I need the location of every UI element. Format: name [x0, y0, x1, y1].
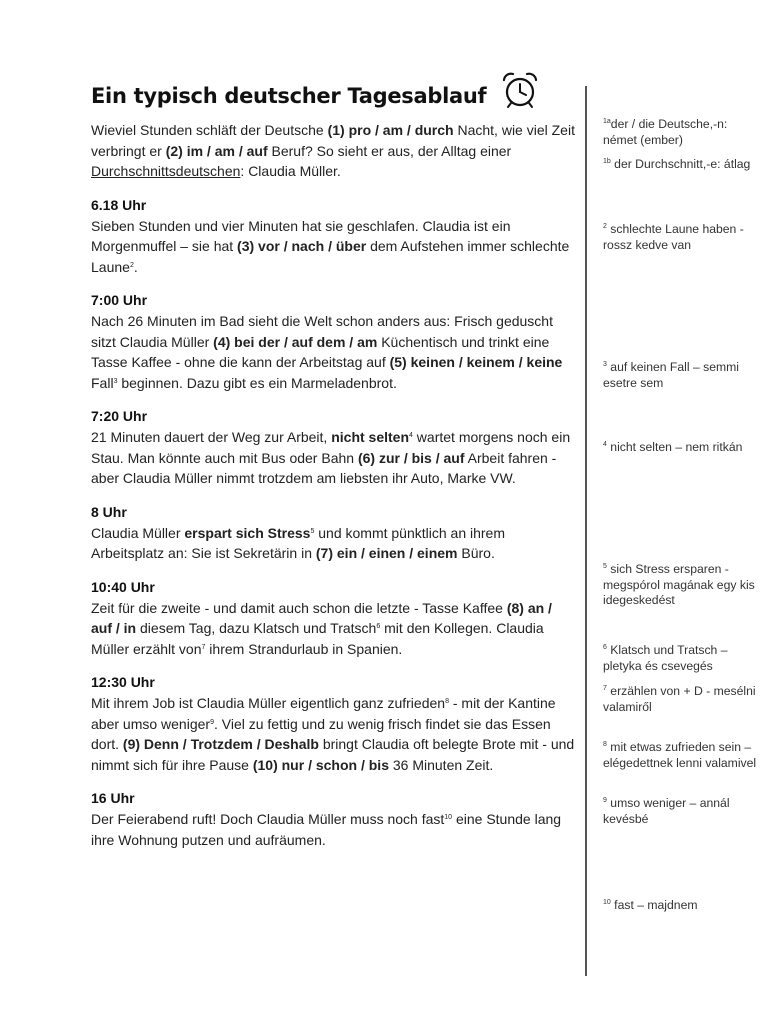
text: ihrem Strandurlaub in Spanien.: [205, 640, 403, 657]
text: Nach 26 Minuten im Bad sieht die Welt schon anders aus: Frisch geduscht sitzt Claudia Müller: [91, 313, 553, 350]
note-text: nicht selten – nem ritkán: [606, 440, 743, 454]
footnote-ref: 2: [129, 261, 134, 269]
text: Der Feierabend ruft! Doch Claudia Müller muss noch fast: [91, 811, 445, 827]
exercise-option: (3) vor / nach / über: [237, 238, 367, 254]
note-number: 4: [603, 441, 607, 448]
section-1600: [91, 787, 576, 850]
note-number: 10: [603, 899, 611, 906]
note-number: 8: [603, 741, 607, 748]
text: eine Stunde lang ihre Wohnung putzen und aufräumen.: [91, 811, 562, 848]
intro-paragraph: [91, 120, 576, 182]
text: Fall: [91, 374, 114, 391]
section-0800: [91, 501, 576, 564]
note-number: 9: [603, 797, 607, 804]
footnote-ref: 8: [445, 698, 449, 705]
note-number: 1b: [603, 158, 611, 165]
vertical-divider: [585, 86, 587, 976]
text: Mit ihrem Job ist Claudia Müller eigentlich ganz zufrieden: [91, 695, 446, 711]
exercise-option: (4) bei der / auf dem / am: [213, 333, 378, 350]
note-text: mit etwas zufrieden sein – elégedettnek lenni valamivel: [603, 740, 757, 770]
text: Nacht, wie viel Zeit verbringt er: [91, 122, 575, 159]
time-heading: 10:40 Uhr: [91, 578, 155, 595]
exercise-option: (9) Denn / Trotzdem / Deshalb: [122, 736, 319, 752]
text: mit den Kollegen. Claudia Müller erzählt von: [91, 620, 544, 657]
section-1040: [91, 576, 576, 660]
text: diesem Tag, dazu Klatsch und Tratsch: [136, 620, 377, 636]
note-number: 1a: [603, 118, 611, 125]
note-number: 2: [603, 223, 607, 230]
alarm-clock-icon: [500, 70, 540, 110]
underlined-word: Durchschnittsdeutschen: [91, 163, 241, 179]
exercise-option: (10) nur / schon / bis: [252, 756, 389, 773]
glossary-note-1a: [603, 117, 763, 148]
text: und kommt pünktlich an ihrem Arbeitsplatz an: Sie ist Sekretärin in: [91, 524, 505, 561]
note-text: sich Stress ersparen - megspórol magának egy kis idegeskedést: [603, 562, 755, 607]
text: beginnen. Dazu gibt es ein Marmeladenbrot.: [117, 374, 397, 391]
note-text: auf keinen Fall – semmi esetre sem: [603, 360, 739, 390]
footnote-ref: 10: [444, 814, 453, 821]
exercise-option: (1) pro / am / durch: [327, 122, 454, 138]
time-heading: 7:20 Uhr: [91, 408, 148, 424]
footnote-ref: 5: [310, 527, 315, 535]
glossary-note-6: [603, 643, 763, 674]
note-number: 6: [603, 644, 607, 651]
glossary-note-10: [603, 898, 763, 914]
text: Küchentisch und trinkt eine Tasse Kaffee - ohne die kann der Arbeitstag auf: [91, 333, 550, 370]
time-heading: 6.18 Uhr: [91, 196, 147, 213]
note-text: der / die Deutsche,-n: német (ember): [603, 117, 728, 147]
page-title: Ein typisch deutscher Tagesablauf: [91, 84, 487, 108]
note-text: fast – majdnem: [610, 898, 698, 912]
exercise-option: (7) ein / einen / einem: [315, 545, 458, 561]
section-0618: [91, 194, 576, 278]
text: Claudia Müller: [91, 524, 185, 541]
footnote-ref: 9: [210, 718, 214, 726]
text: Sieben Stunden und vier Minuten hat sie geschlafen. Claudia ist ein Morgenmuffel – sie hat: [91, 217, 511, 254]
note-text: umso weniger – annál kevésbé: [603, 796, 730, 826]
text: Arbeit fahren - aber Claudia Müller nimmt trotzdem am liebsten ihr Auto, Marke VW.: [91, 449, 557, 486]
glossary-note-4: [603, 440, 763, 456]
section-paragraph: [91, 693, 576, 775]
note-number: 3: [603, 361, 607, 368]
note-text: Klatsch und Tratsch – pletyka és csevegés: [603, 643, 728, 673]
text: Beruf? So sieht er aus, der Alltag einer: [267, 142, 512, 159]
note-text: der Durchschnitt,-e: átlag: [610, 157, 751, 171]
section-paragraph: [91, 523, 576, 564]
glossary-note-5: [603, 562, 763, 609]
section-0700: [91, 289, 576, 393]
text: . Viel zu fettig und zu wenig frisch findet sie das Essen dort.: [91, 715, 551, 752]
section-paragraph: [91, 216, 576, 278]
exercise-option: (5) keinen / keinem / keine: [389, 354, 563, 370]
glossary-note-1b: [603, 157, 763, 173]
section-0720: [91, 405, 576, 489]
text: dem Aufstehen immer schlechte Laune: [91, 238, 570, 275]
footnote-ref: 6: [376, 623, 381, 630]
footnote-ref: 4: [409, 432, 413, 439]
section-paragraph: [91, 598, 576, 660]
text: 21 Minuten dauert der Weg zur Arbeit,: [91, 429, 332, 445]
time-heading: 12:30 Uhr: [91, 674, 155, 690]
text: Zeit für die zweite - und damit auch schon die letzte - Tasse Kaffee: [91, 599, 507, 616]
text: .: [133, 258, 138, 275]
text: 36 Minuten Zeit.: [388, 756, 494, 773]
note-number: 7: [603, 685, 607, 692]
time-heading: 8 Uhr: [91, 503, 127, 520]
section-1230: [91, 671, 576, 775]
text: bringt Claudia oft belegte Brote mit - und nimmt sich für ihre Pause: [91, 736, 575, 773]
text: : Claudia Müller.: [240, 163, 341, 179]
footnote-ref: 3: [113, 377, 118, 385]
glossary-note-2: [603, 222, 763, 253]
text: Büro.: [457, 545, 495, 561]
section-paragraph: [91, 809, 576, 850]
glossary-note-9: [603, 796, 763, 827]
text: wartet morgens noch ein Stau. Man könnte auch mit Bus oder Bahn: [91, 429, 571, 466]
exercise-option: (8) an / auf / in: [91, 599, 552, 636]
text: - mit der Kantine aber umso weniger: [91, 695, 556, 732]
text: Wieviel Stunden schläft der Deutsche: [91, 122, 328, 138]
glossary-note-3: [603, 360, 763, 391]
main-text: [91, 120, 576, 850]
bold-phrase: nicht selten: [331, 429, 410, 445]
footnote-ref: 7: [201, 643, 206, 651]
note-text: schlechte Laune haben - rossz kedve van: [603, 222, 744, 252]
section-paragraph: [91, 311, 576, 393]
time-heading: 16 Uhr: [91, 790, 135, 806]
note-number: 5: [603, 563, 607, 570]
glossary-note-7: [603, 684, 763, 715]
time-heading: 7:00 Uhr: [91, 292, 148, 308]
exercise-option: (2) im / am / auf: [165, 142, 268, 159]
bold-phrase: erspart sich Stress: [184, 524, 311, 541]
note-text: erzählen von + D - mesélni valamiről: [603, 684, 756, 714]
exercise-option: (6) zur / bis / auf: [357, 449, 465, 466]
section-paragraph: [91, 427, 576, 489]
glossary-note-8: [603, 740, 763, 771]
